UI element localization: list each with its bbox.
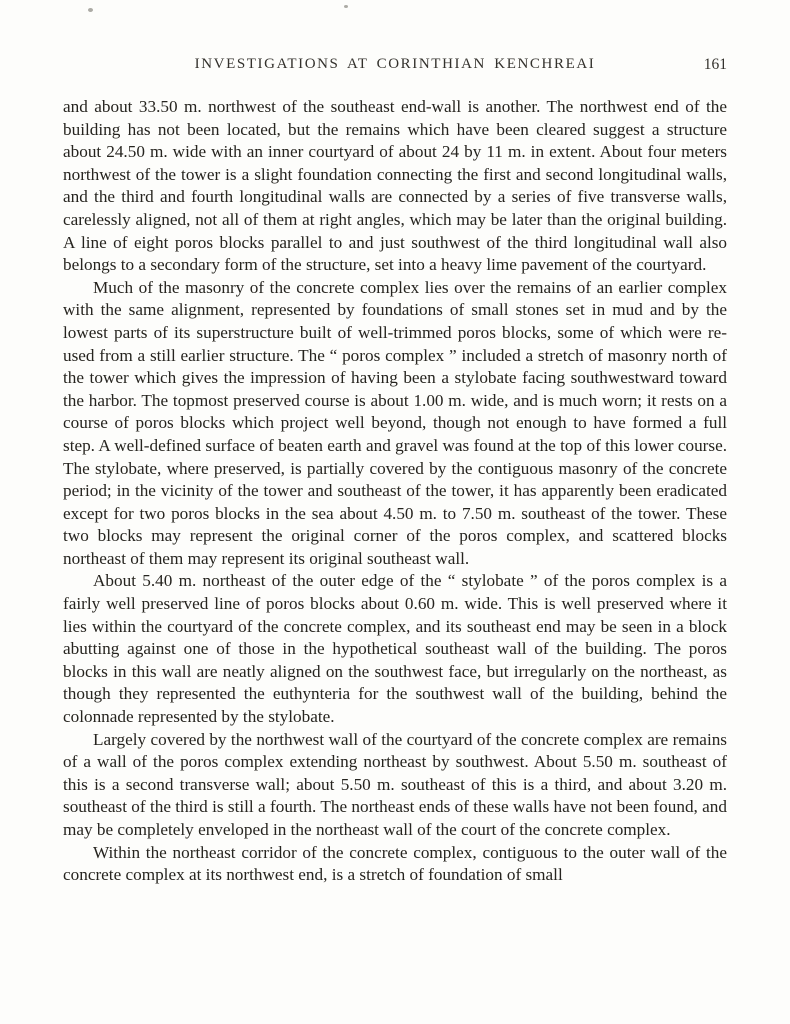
scan-artifact <box>344 5 348 8</box>
paragraph-continuation: and about 33.50 m. northwest of the southeast end-wall is another. The northwest end of the building has not been located, but the remains which have been cleared suggest a structure about 24.50 m. wide with an inner courtyard of about 24 by 11 m. in extent. About four meters northwest of the tower is a slight foundation connecting the first and second longitudinal walls, and the third and fourth longitudinal walls are connected by a series of five transverse walls, carelessly aligned, not all of them at right angles, which may be later than the original building. A line of eight poros blocks parallel to and just southwest of the third longitudinal wall also belongs to a secondary form of the structure, set into a heavy lime pavement of the courtyard. <box>63 97 727 275</box>
paragraph-incomplete: Within the northeast corridor of the concrete complex, contiguous to the outer wall of the concrete complex at its northwest end, is a stretch of foundation of small <box>63 842 727 885</box>
paragraph: About 5.40 m. northeast of the outer edge of the “ stylobate ” of the poros complex is a fairly well preserved line of poros blocks about 0.60 m. wide. This is well preserved where it lies within the courtyard of the concrete complex, and its southeast end may be seen in a block abutting against one of those in the hypothetical southeast wall of the building. The poros blocks in this wall are neatly aligned on the southwest face, but irregularly on the northeast, as though they represented the euthynteria for the southwest wall of the building, behind the colonnade represented by the stylobate. <box>63 571 727 727</box>
running-head-title: INVESTIGATIONS AT CORINTHIAN KENCHREAI <box>194 56 596 72</box>
body-text <box>63 96 727 887</box>
paragraph: Largely covered by the northwest wall of the courtyard of the concrete complex are remains of a wall of the poros complex extending northeast by southwest. About 5.50 m. southeast of this is a second transverse wall; about 5.50 m. southeast of this is a third, and about 3.20 m. southeast of the third is still a fourth. The northeast ends of these walls have not been found, and may be completely enveloped in the northeast wall of the court of the concrete complex. <box>63 729 727 839</box>
page-number: 161 <box>703 56 727 73</box>
running-header <box>63 56 727 78</box>
scan-artifact <box>88 8 93 12</box>
paragraph: Much of the masonry of the concrete complex lies over the remains of an earlier complex with the same alignment, represented by foundations of small stones set in mud and by the lowest parts of its superstructure built of well-trimmed poros blocks, some of which were re-used from a still earlier structure. The “ poros complex ” included a stretch of masonry north of the tower which gives the impression of having been a stylobate facing southwestward toward the harbor. The topmost preserved course is about 1.00 m. wide, and is much worn; it rests on a course of poros blocks which project well beyond, though not enough to have formed a full step. A well-defined surface of beaten earth and gravel was found at the top of this lower course. The stylobate, where preserved, is partially covered by the contiguous masonry of the concrete period; in the vicinity of the tower and southeast of the tower, it has apparently been eradicated except for two poros blocks in the sea about 4.50 m. to 7.50 m. southeast of the tower. These two blocks may represent the original corner of the poros complex, and scattered blocks northeast of them may represent its original southeast wall. <box>63 277 727 568</box>
